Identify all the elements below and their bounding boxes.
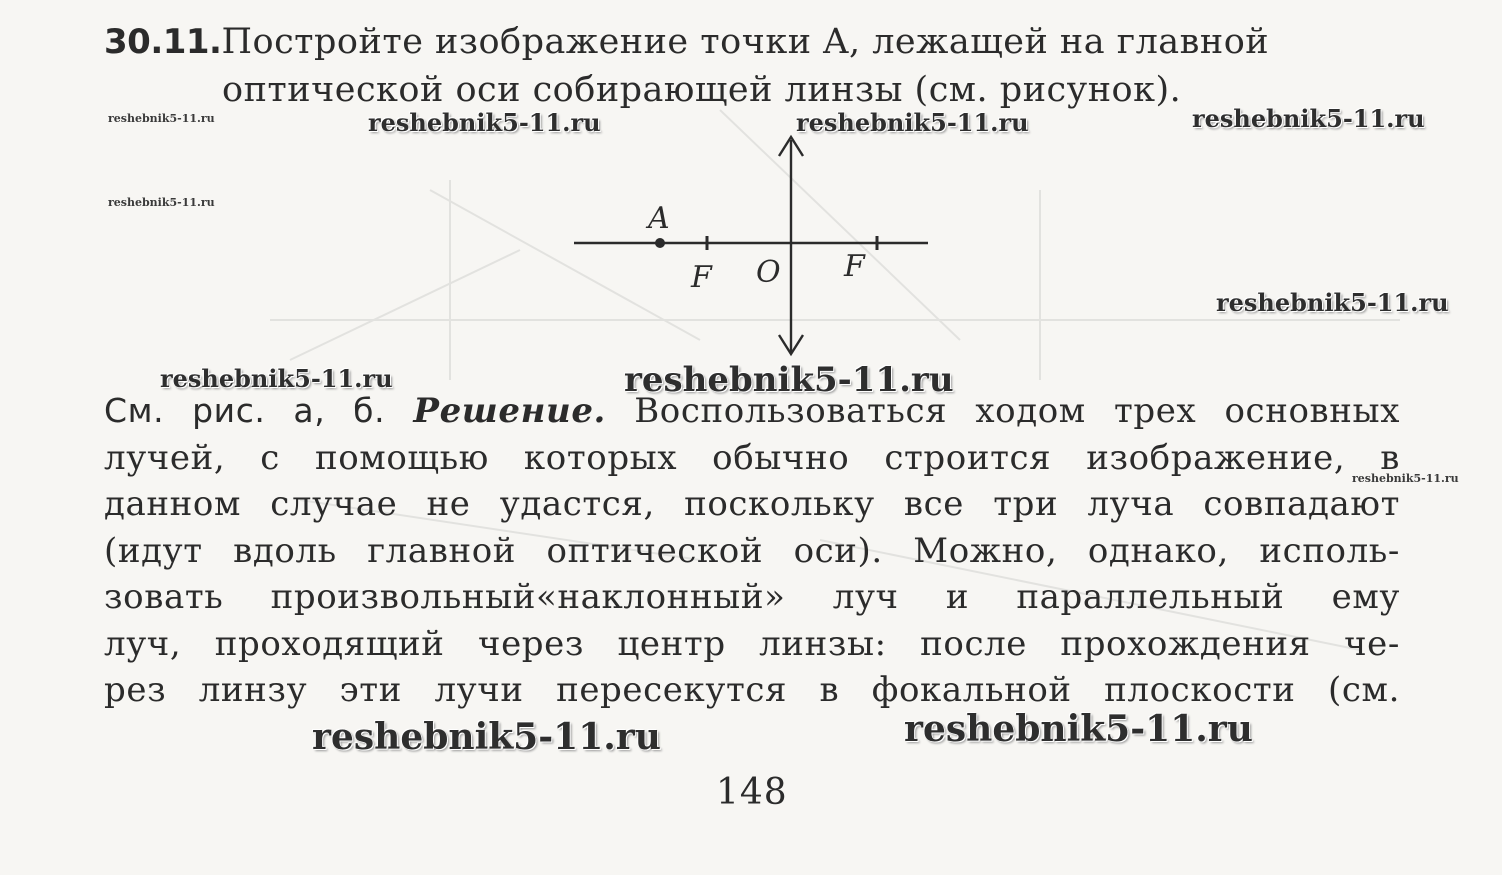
solution-line-1-text: Воспользоваться ходом трех основных [634,391,1400,431]
watermark: reshebnik5-11.ru [160,364,393,393]
point-a [655,238,665,248]
watermark: reshebnik5-11.ru [1352,472,1459,485]
watermark: reshebnik5-11.ru [624,360,954,400]
solution-line-2: лучей, с помощью которых обычно строится изображение, в [104,437,1400,478]
solution-line-6: луч, проходящий через центр линзы: после прохождения че- [104,623,1400,664]
watermark: reshebnik5-11.ru [1192,104,1425,133]
solution-line-3: данном случае не удастся, поскольку все три луча совпадают [104,484,1400,524]
problem-number: 30.11. [104,22,222,62]
watermark: reshebnik5-11.ru [796,108,1029,137]
solution-line-4: (идут вдоль главной оптической оси). Можно, однако, исполь- [104,530,1400,571]
watermark: reshebnik5-11.ru [108,196,215,209]
solution-line-7: рез линзу эти лучи пересекутся в фокальной плоскости (см. [104,670,1400,710]
solution-line-5: зовать произвольный«наклонный» луч и параллельный ему [104,577,1400,617]
problem-statement [104,18,1404,114]
watermark: reshebnik5-11.ru [368,108,601,137]
watermark: reshebnik5-11.ru [1216,288,1449,317]
figure-reference: См. рис. а, б. [104,391,386,430]
watermark: reshebnik5-11.ru [312,716,661,758]
focus-label-left: F [691,260,712,295]
point-a-label: A [648,201,670,236]
watermark: reshebnik5-11.ru [108,112,215,125]
problem-text-line-2: оптической оси собирающей линзы (см. рисунок). [222,70,1182,110]
watermark: reshebnik5-11.ru [904,708,1253,750]
problem-line-1 [104,18,1404,66]
problem-text-line-1: Постройте изображение точки A, лежащей на главной [221,22,1270,62]
page-number: 148 [716,772,788,813]
solution-text [104,388,1400,714]
focus-label-right: F [844,249,865,284]
center-label: O [756,255,781,290]
solution-heading: Решение. [413,391,606,431]
lens-diagram [560,128,940,360]
